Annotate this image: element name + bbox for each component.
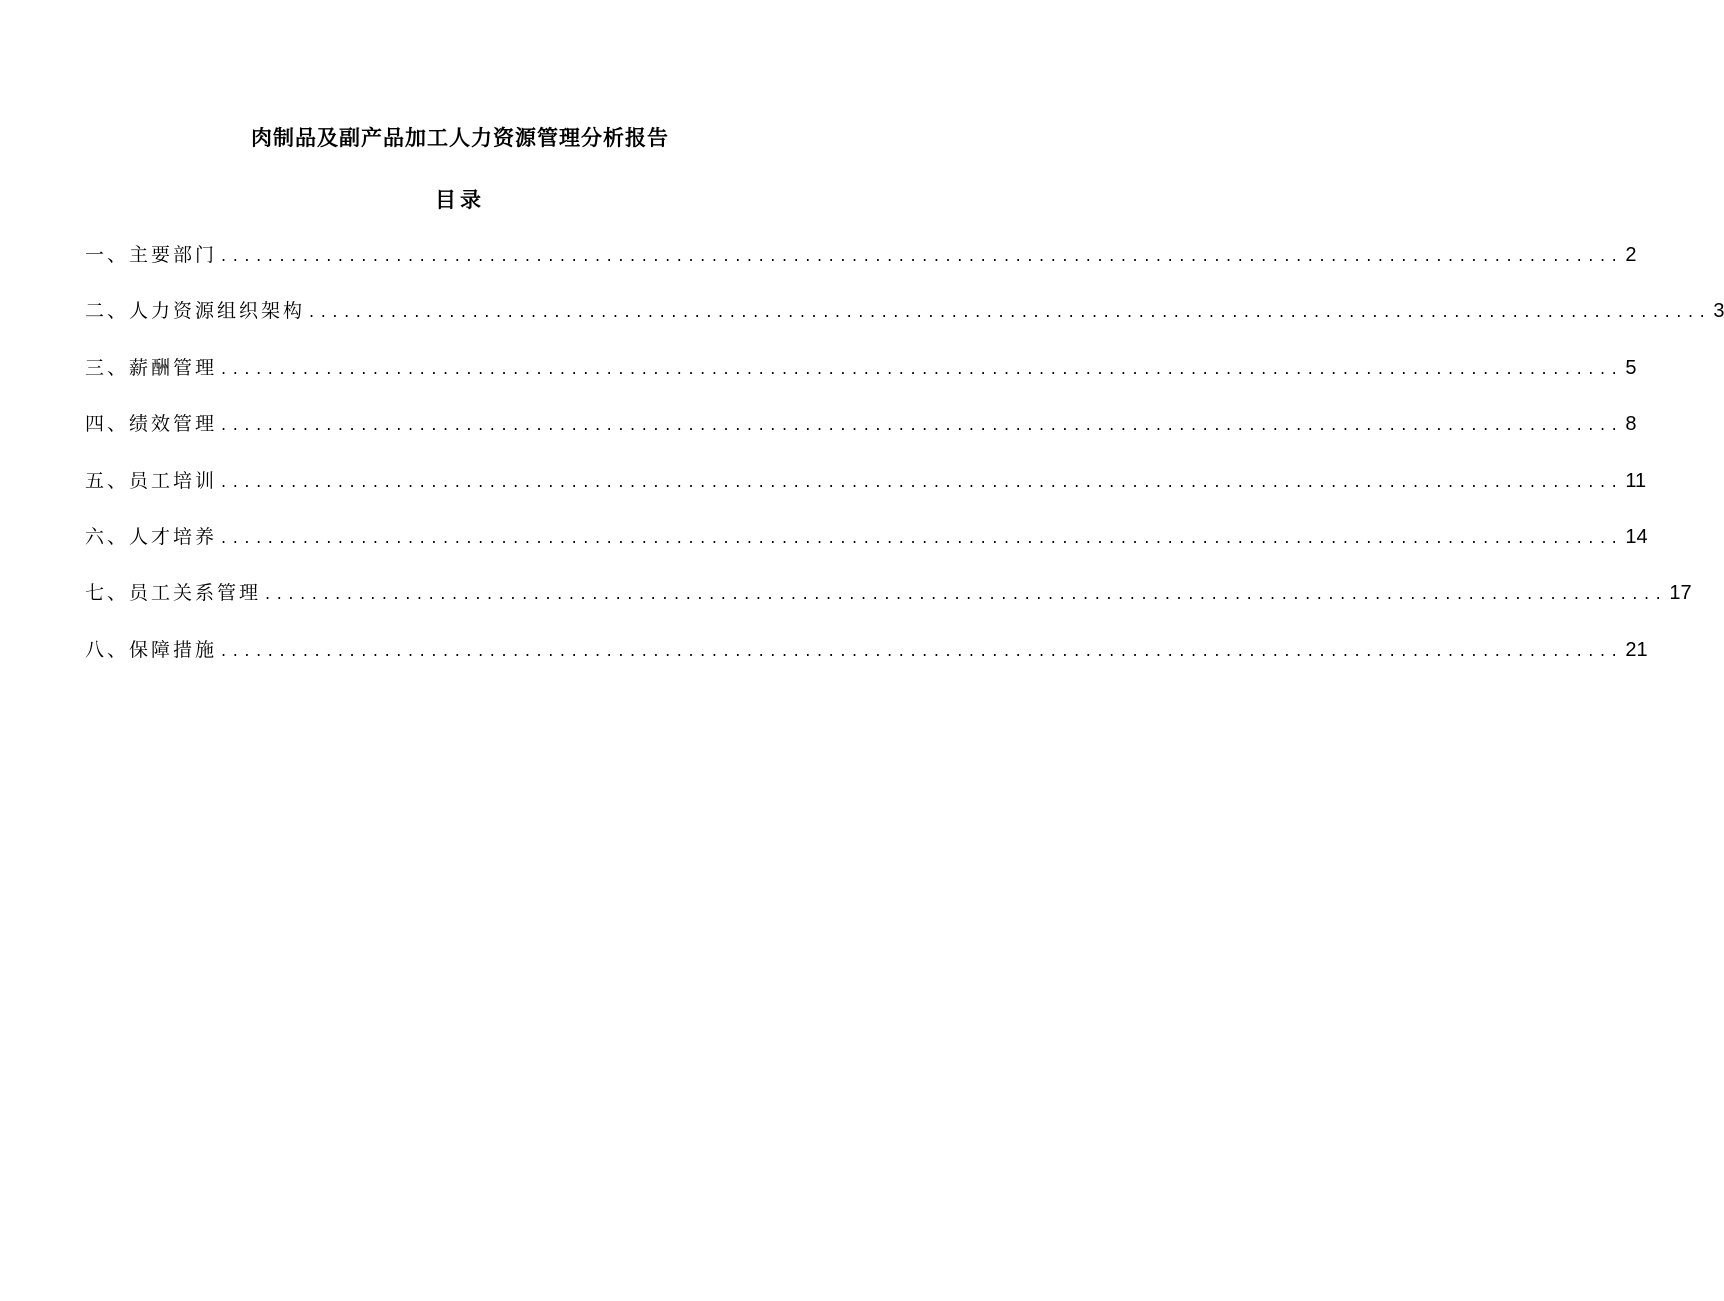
- toc-entry-main-departments[interactable]: [85, 240, 1637, 296]
- toc-entry-performance[interactable]: [85, 409, 1637, 465]
- toc-dot-leader: ........................................................................................................................: [221, 527, 1624, 547]
- toc-page-number: 17: [1669, 582, 1692, 605]
- toc-page-number: 3: [1713, 300, 1724, 323]
- toc-entry-label: 七、员工关系管理: [85, 582, 262, 605]
- toc-page-number: 8: [1625, 413, 1637, 436]
- toc-dot-leader: ........................................................................................................................: [221, 471, 1624, 491]
- toc-dot-leader: ........................................................................................................................: [221, 640, 1624, 660]
- toc-page-number: 2: [1625, 244, 1637, 266]
- table-of-contents: [85, 240, 1724, 691]
- toc-entry-label: 六、人才培养: [85, 525, 218, 548]
- toc-entry-employee-relations[interactable]: [85, 578, 1692, 634]
- toc-entry-compensation[interactable]: [85, 353, 1637, 409]
- toc-entry-training[interactable]: [85, 466, 1647, 522]
- toc-entry-label: 三、薪酬管理: [85, 356, 218, 379]
- toc-dot-leader: ........................................................................................................................: [221, 415, 1624, 435]
- toc-entry-label: 二、人力资源组织架构: [85, 300, 306, 323]
- toc-entry-label: 五、员工培训: [85, 469, 218, 492]
- toc-dot-leader: ........................................................................................................................: [309, 302, 1712, 322]
- toc-dot-leader: ........................................................................................................................: [265, 584, 1668, 604]
- toc-page-number: 14: [1625, 525, 1648, 548]
- toc-entry-label: 一、主要部门: [85, 244, 218, 266]
- toc-page-number: 11: [1625, 469, 1647, 492]
- toc-entry-safeguards[interactable]: [85, 635, 1648, 691]
- toc-dot-leader: ........................................................................................................................: [221, 246, 1624, 265]
- toc-page-number: 21: [1625, 638, 1648, 661]
- toc-heading: 目录: [435, 188, 485, 212]
- toc-dot-leader: ........................................................................................................................: [221, 358, 1624, 378]
- toc-entry-label: 四、绩效管理: [85, 413, 218, 436]
- toc-entry-talent-development[interactable]: [85, 522, 1648, 578]
- toc-page-number: 5: [1625, 356, 1637, 379]
- document-title: 肉制品及副产品加工人力资源管理分析报告: [251, 126, 669, 150]
- toc-entry-label: 八、保障措施: [85, 638, 218, 661]
- toc-entry-hr-org-structure[interactable]: [85, 296, 1724, 352]
